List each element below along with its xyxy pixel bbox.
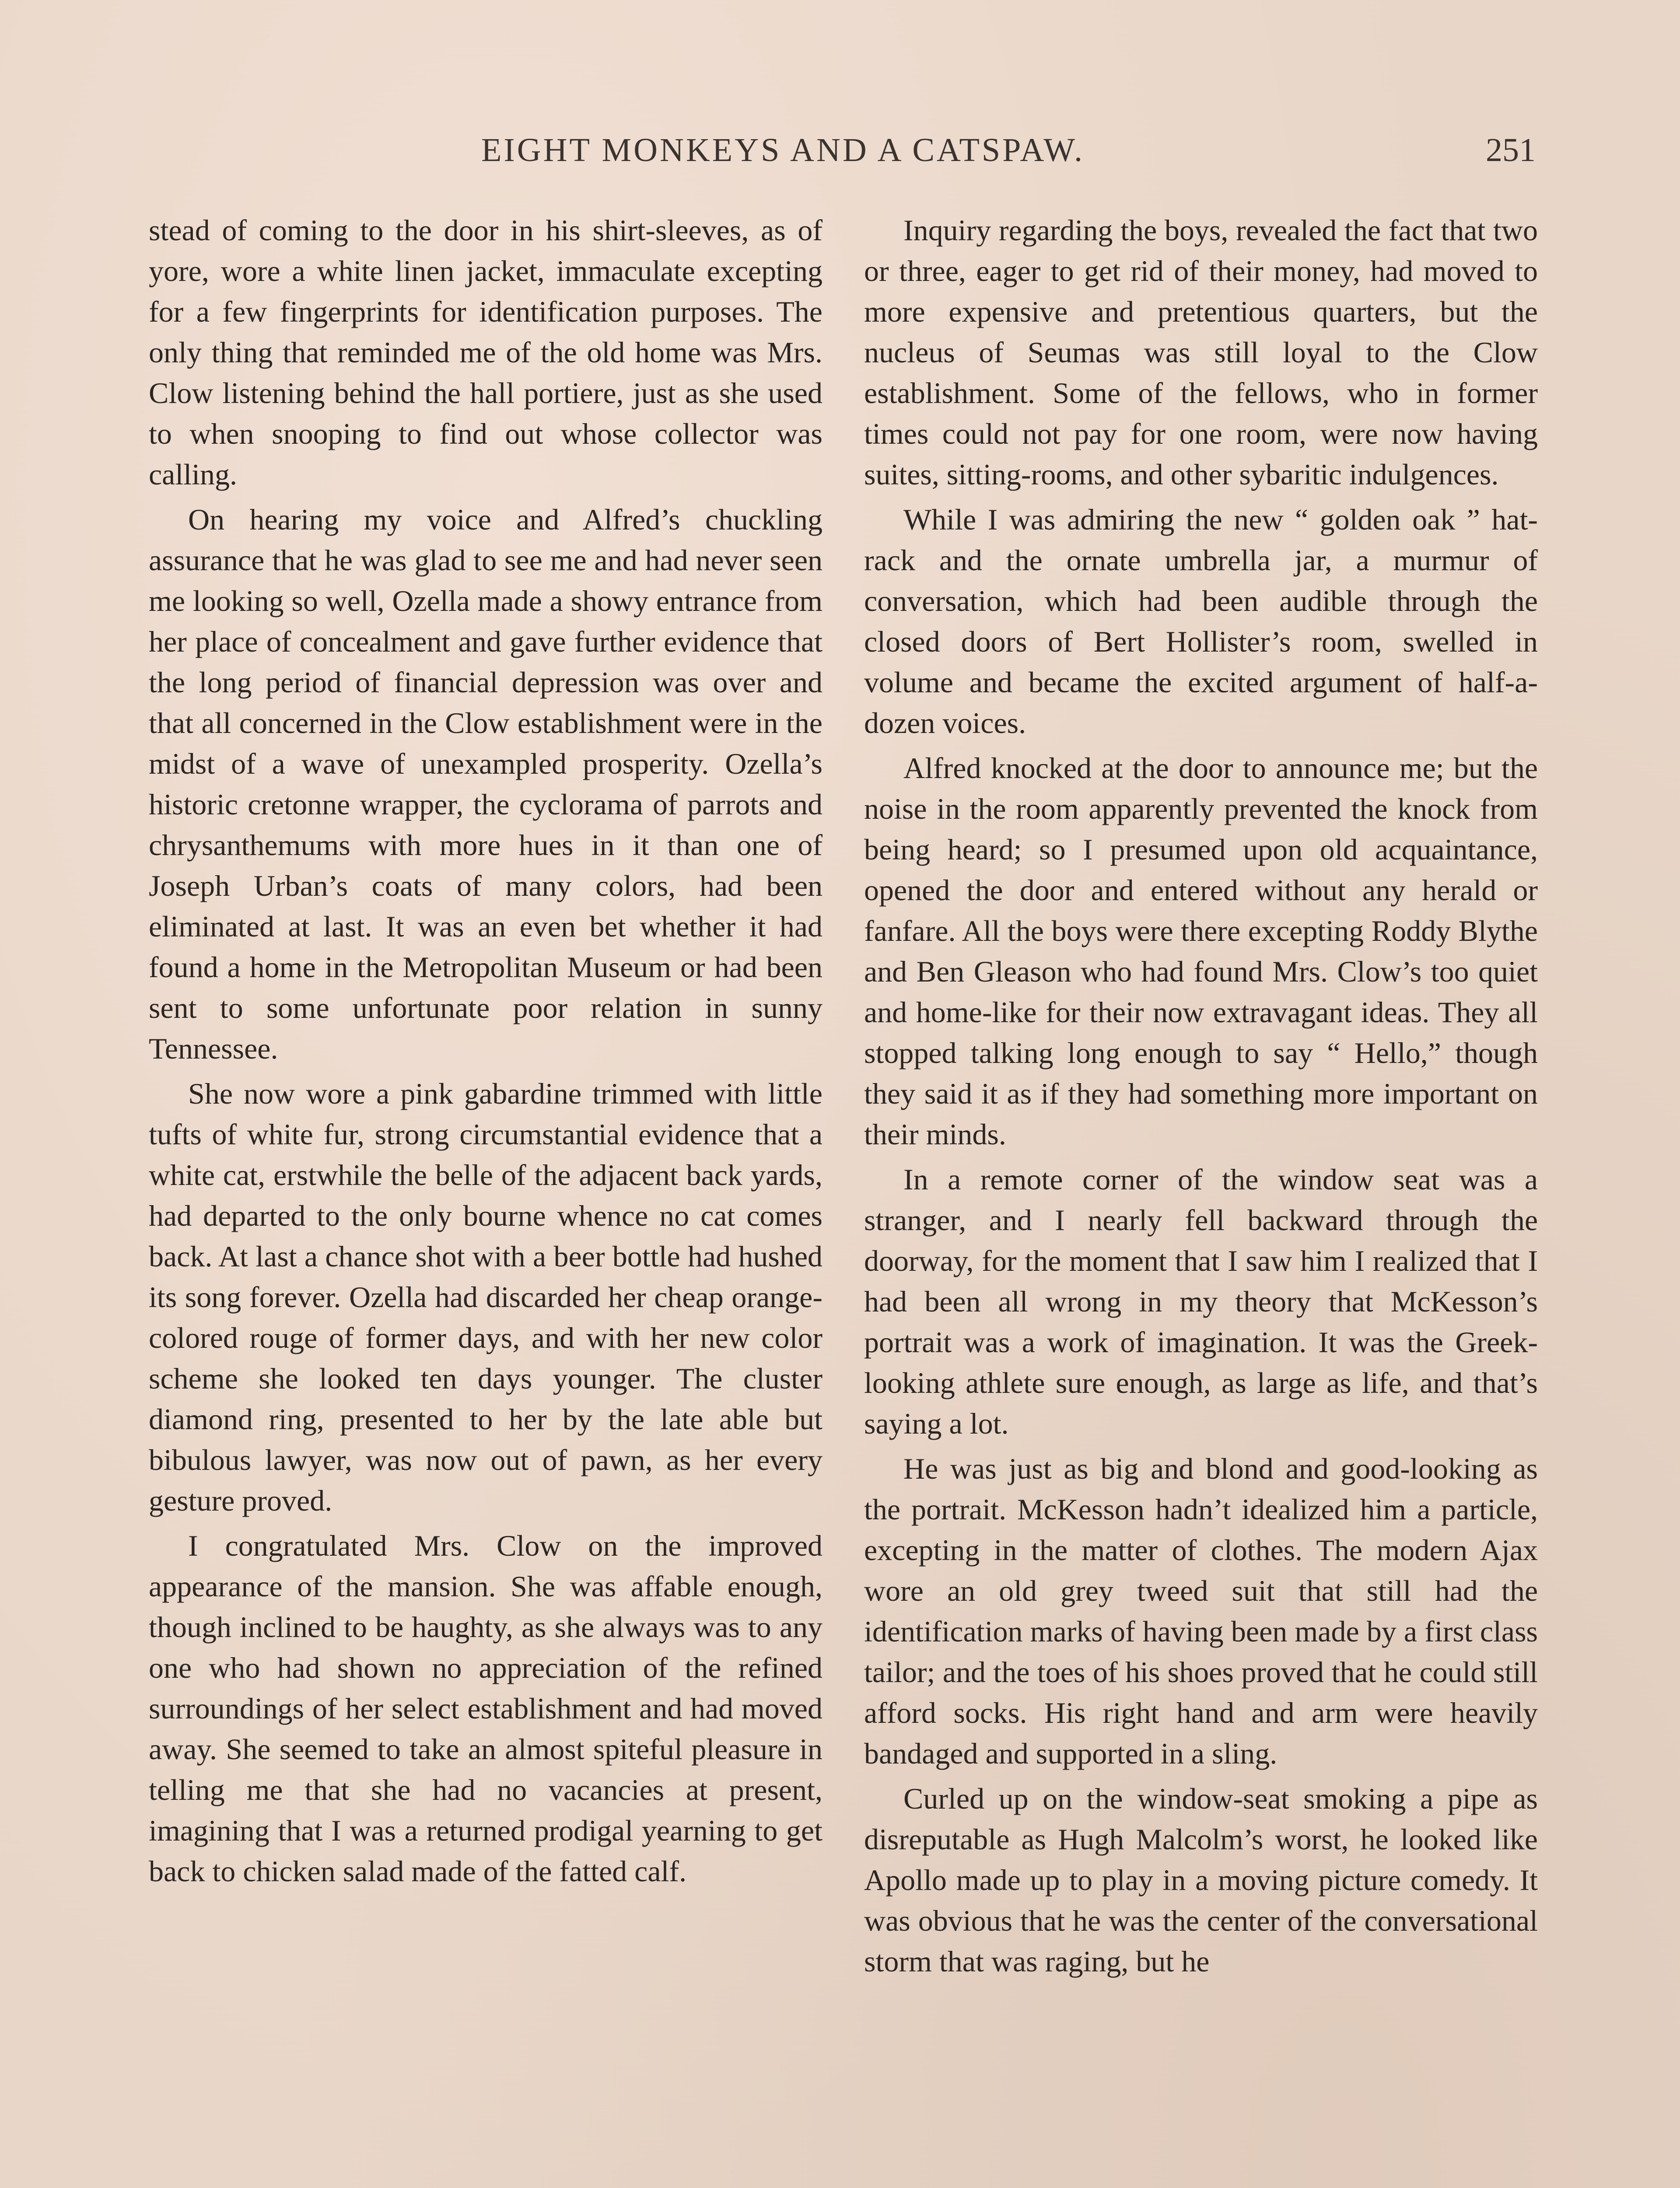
right-column bbox=[864, 210, 1538, 1982]
paragraph: She now wore a pink gabardine trimmed with little tufts of white fur, strong circumstantial evidence that a white cat, erstwhile the belle of the adjacent back yards, had departed to the only bourne whence no cat comes back. At last a chance shot with a beer bottle had hushed its song forever. Ozella had discarded her cheap orange-colored rouge of former days, and with her new color scheme she looked ten days younger. The cluster diamond ring, presented to her by the late able but bibulous lawyer, was now out of pawn, as her every gesture proved. bbox=[149, 1077, 822, 1517]
page-number: 251 bbox=[1486, 132, 1536, 168]
paragraph: stead of coming to the door in his shirt-sleeves, as of yore, wore a white linen jacket, immaculate excepting for a few fingerprints for identification purposes. The only thing that reminded me of the old home was Mrs. Clow listening behind the hall portiere, just as she used to when snooping to find out whose collector was calling. bbox=[149, 214, 822, 491]
paragraph: I congratulated Mrs. Clow on the improved appearance of the mansion. She was affable enough, though inclined to be haughty, as she always was to any one who had shown no appreciation of the refined surroundings of her select establishment and had moved away. She seemed to take an almost spiteful pleasure in telling me that she had no vacancies at present, imagining that I was a returned prodigal yearning to get back to chicken salad made of the fatted calf. bbox=[149, 1529, 822, 1888]
running-head: EIGHT MONKEYS AND A CATSPAW. bbox=[481, 132, 1085, 168]
paragraph: In a remote corner of the window seat was a stranger, and I nearly fell backward through the doorway, for the moment that I saw him I realized that I had been all wrong in my theory that McKesson’s portrait was a work of imagination. It was the Greek-looking athlete sure enough, as large as life, and that’s saying a lot. bbox=[864, 1163, 1538, 1440]
paragraph: He was just as big and blond and good-looking as the portrait. McKesson hadn’t idealized him a particle, excepting in the matter of clothes. The modern Ajax wore an old grey tweed suit that still had the identification marks of having been made by a first class tailor; and the toes of his shoes proved that he could still afford socks. His right hand and arm were heavily bandaged and supported in a sling. bbox=[864, 1452, 1538, 1770]
paragraph: Inquiry regarding the boys, revealed the fact that two or three, eager to get rid of their money, had moved to more expensive and pretentious quarters, but the nucleus of Seumas was still loyal to the Clow establishment. Some of the fellows, who in former times could not pay for one room, were now having suites, sitting-rooms, and other sybaritic indulgences. bbox=[864, 214, 1538, 491]
left-column bbox=[149, 210, 822, 1892]
paragraph: Alfred knocked at the door to announce me; but the noise in the room apparently prevented the knock from being heard; so I presumed upon old acquaintance, opened the door and entered without any herald or fanfare. All the boys were there excepting Roddy Blythe and Ben Gleason who had found Mrs. Clow’s too quiet and home-like for their now extravagant ideas. They all stopped talking long enough to say “ Hello,” though they said it as if they had something more important on their minds. bbox=[864, 751, 1538, 1151]
paragraph: While I was admiring the new “ golden oak ” hat-rack and the ornate umbrella jar, a murmur of conversation, which had been audible through the closed doors of Bert Hollister’s room, swelled in volume and became the excited argument of half-a-dozen voices. bbox=[864, 503, 1538, 740]
paragraph: On hearing my voice and Alfred’s chuckling assurance that he was glad to see me and had never seen me looking so well, Ozella made a showy entrance from her place of concealment and gave further evidence that the long period of financial depression was over and that all concerned in the Clow establishment were in the midst of a wave of unexampled prosperity. Ozella’s historic cretonne wrapper, the cyclorama of parrots and chrysanthemums with more hues in it than one of Joseph Urban’s coats of many colors, had been eliminated at last. It was an even bet whether it had found a home in the Metropolitan Museum or had been sent to some unfortunate poor relation in sunny Tennessee. bbox=[149, 503, 822, 1065]
paragraph: Curled up on the window-seat smoking a pipe as disreputable as Hugh Malcolm’s worst, he looked like Apollo made up to play in a moving picture comedy. It was obvious that he was the center of the conversational storm that was raging, but he bbox=[864, 1782, 1538, 1978]
